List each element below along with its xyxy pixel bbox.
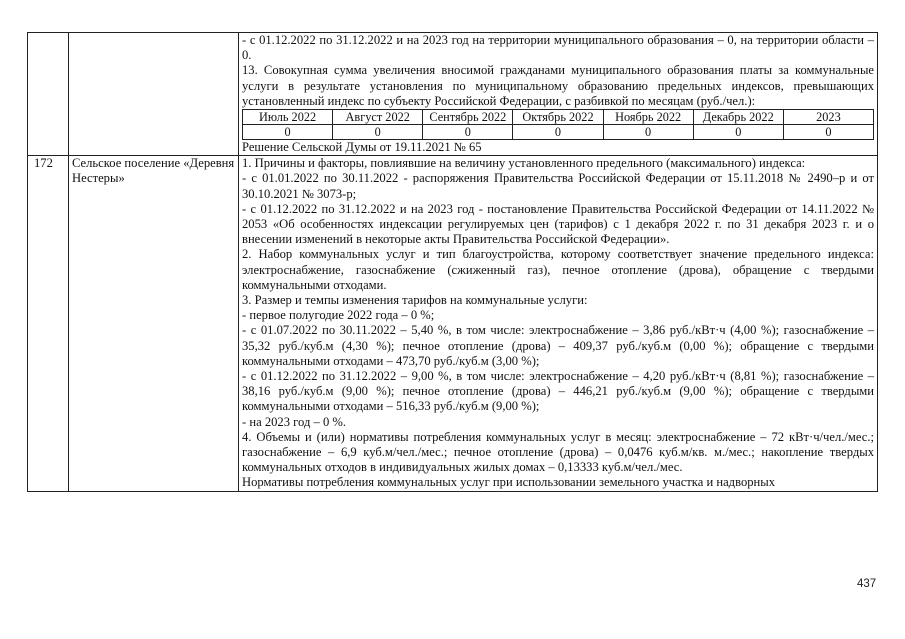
month-value: 0 xyxy=(243,125,333,140)
month-header: Декабрь 2022 xyxy=(693,110,783,125)
month-value: 0 xyxy=(783,125,873,140)
row-number-cell xyxy=(28,156,69,491)
paragraph: - с 01.01.2022 по 30.11.2022 - распоряжения Правительства Российской Федерации от 15.11.2018 № 2490–р и от 30.10.2021 № 3073-р; xyxy=(242,171,874,201)
month-header: Ноябрь 2022 xyxy=(603,110,693,125)
month-value: 0 xyxy=(603,125,693,140)
table-row xyxy=(28,156,878,491)
paragraph: - с 01.12.2022 по 31.12.2022 и на 2023 год - постановление Правительства Российской Федерации от 14.11.2022 № 2053 «Об особенностях индексации регулируемых цен (тарифов) с 1 декабря 2022 г. по 31 декабря 2023 г. и о внесении изменений в некоторые акты Правительства Российской Федерации». xyxy=(242,201,874,247)
month-value: 0 xyxy=(513,125,603,140)
month-header: Июль 2022 xyxy=(243,110,333,125)
paragraph: 13. Совокупная сумма увеличения вносимой гражданами муниципального образования платы за коммунальные услуги в результате установления по муниципальному образованию предельных индексов, превышающих установленный индекс по субъекту Российской Федерации, с разбивкой по месяцам (руб./чел.): xyxy=(242,63,874,108)
municipality-name: Сельское поселение «Деревня Нестеры» xyxy=(72,156,235,186)
details-cell xyxy=(239,156,878,491)
paragraph: 4. Объемы и (или) нормативы потребления коммунальных услуг в месяц: электроснабжение – 72 кВт·ч/чел./мес.; газоснабжение – 6,9 куб.м/чел./мес.; печное отопление (дрова) – 0,0476 куб.м/кв. м./мес.; накопление твердых коммунальных отходов в индивидуальных жилых домах – 0,13333 куб.м/чел./мес. xyxy=(242,429,874,475)
paragraph: - с 01.12.2022 по 31.12.2022 – 9,00 %, в том числе: электроснабжение – 4,20 руб./кВт·ч (8,81 %); газоснабжение – 38,16 руб./куб.м (9,00 %); печное отопление (дрова) – 446,21 руб./куб.м (9,00 %); обращение с твердыми коммунальными отходами – 516,33 руб./куб.м (9,00 %); xyxy=(242,369,874,414)
paragraph: 2. Набор коммунальных услуг и тип благоустройства, которому соответствует значение предельного индекса: электроснабжение, газоснабжение (сжиженный газ), печное отопление (дрова), обращение с твердыми коммунальными отходами. xyxy=(242,247,874,292)
details-cell xyxy=(239,33,878,156)
paragraph: Нормативы потребления коммунальных услуг при использовании земельного участка и надворных xyxy=(242,475,776,490)
month-header: Сентябрь 2022 xyxy=(423,110,513,125)
month-value: 0 xyxy=(333,125,423,140)
paragraph: - с 01.12.2022 по 31.12.2022 и на 2023 год на территории муниципального образования – 0, на территории области – 0. xyxy=(242,33,874,63)
month-header: Октябрь 2022 xyxy=(513,110,603,125)
decision-reference: Решение Сельской Думы от 19.11.2021 № 65 xyxy=(242,140,482,155)
paragraph: - с 01.07.2022 по 30.11.2022 – 5,40 %, в том числе: электроснабжение – 3,86 руб./кВт·ч (4,00 %); газоснабжение – 35,32 руб./куб.м (4,30 %); печное отопление (дрова) – 409,37 руб./куб.м (0,00 %); обращение с твердыми коммунальными отходами – 473,70 руб./куб.м (3,00 %); xyxy=(242,323,874,368)
page-number: 437 xyxy=(857,578,877,590)
monthly-increase-table xyxy=(242,109,874,140)
municipality-name-cell xyxy=(69,156,239,491)
month-value: 0 xyxy=(693,125,783,140)
tariff-table xyxy=(27,32,878,492)
table-row xyxy=(28,33,878,156)
row-number: 172 xyxy=(34,156,53,171)
paragraph: - на 2023 год – 0 %. xyxy=(242,414,347,429)
paragraph: 1. Причины и факторы, повлиявшие на величину установленного предельного (максимального) индекса: xyxy=(242,156,806,171)
paragraph: 3. Размер и темпы изменения тарифов на коммунальные услуги: xyxy=(242,293,588,308)
months-header-row xyxy=(243,110,874,125)
row-number-cell xyxy=(28,33,69,156)
paragraph: - первое полугодие 2022 года – 0 %; xyxy=(242,308,435,323)
month-header: Август 2022 xyxy=(333,110,423,125)
municipality-name-cell xyxy=(69,33,239,156)
months-value-row xyxy=(243,125,874,140)
month-header: 2023 xyxy=(783,110,873,125)
month-value: 0 xyxy=(423,125,513,140)
